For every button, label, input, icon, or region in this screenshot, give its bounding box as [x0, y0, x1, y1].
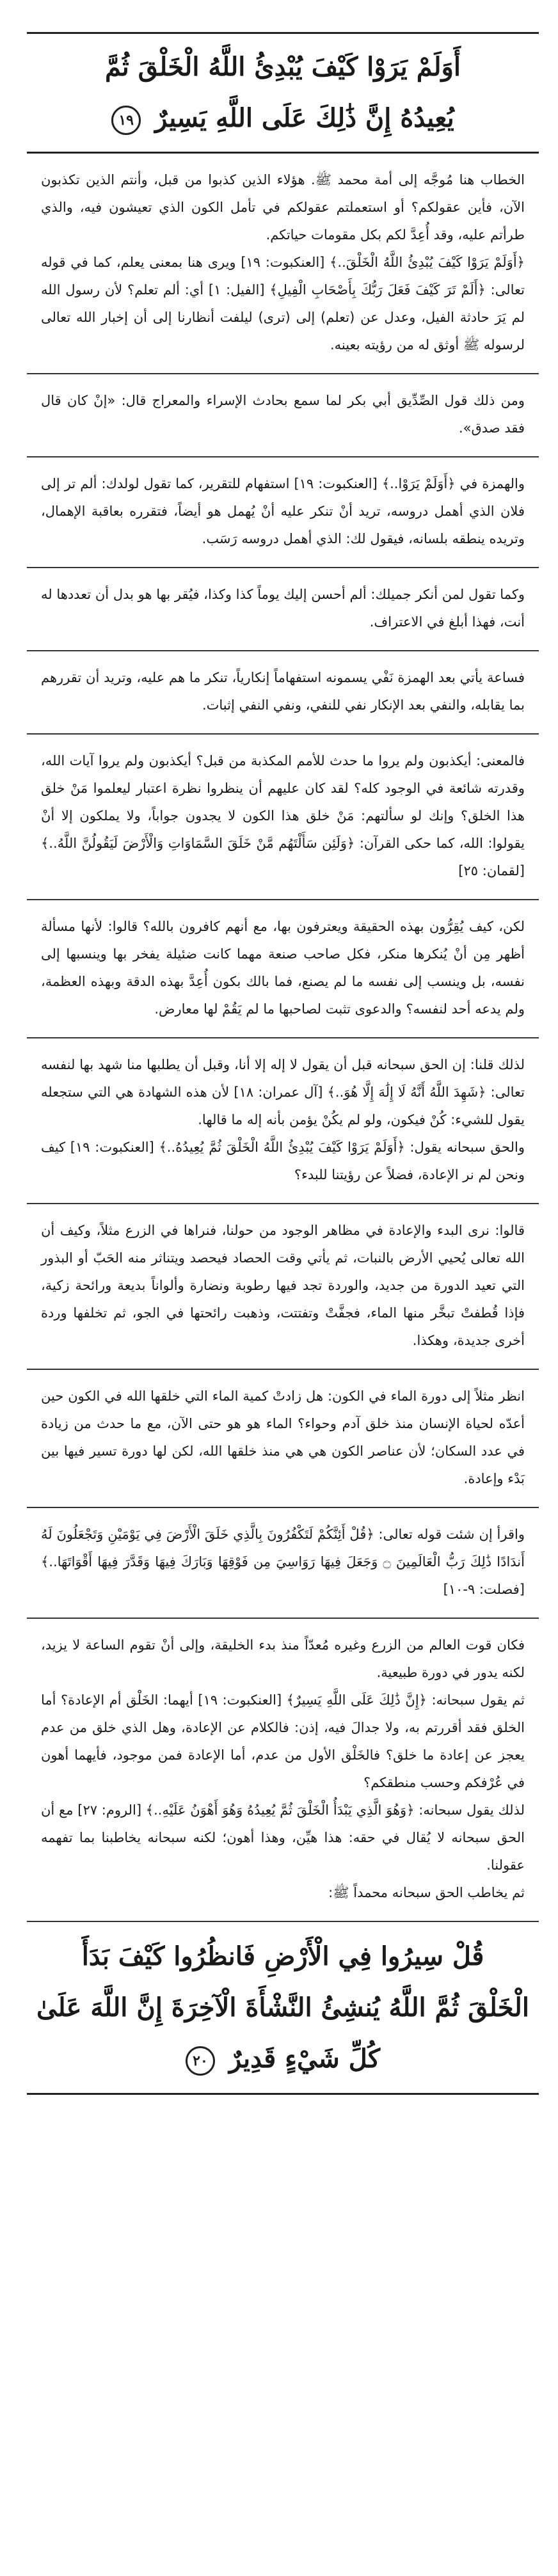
commentary-paragraph: والحق سبحانه يقول: ﴿أَوَلَمْ يَرَوْا كَيْفَ يُبْدِئُ اللَّهُ الْخَلْقَ ثُمَّ يُعِيدُهُ..﴾ [العنكبوت: ١٩] كيف ونحن لم نر الإعادة، فضلاً عن رؤيتنا للبدء؟ [41, 1140, 525, 1182]
commentary-section [27, 457, 539, 568]
commentary-section [27, 1508, 539, 1619]
verse-footer [27, 1922, 539, 2095]
verse-header-line-1: أَوَلَمْ يَرَوْا كَيْفَ يُبْدِئُ اللَّهُ الْخَلْقَ ثُمَّ [105, 52, 461, 82]
commentary-section [27, 1038, 539, 1204]
commentary-section [27, 735, 539, 900]
commentary-paragraph: لذلك قلنا: إن الحق سبحانه قبل أن يقول لا إله إلا أنا، وقبل أن يطلبها منا شهد بها لنفسه تعالى: ﴿شَهِدَ اللَّهُ أَنَّهُ لَا إِلَٰهَ إِلَّا هُوَ..﴾ [آل عمران: ١٨] لأن هذه الشهادة هي التي ستجعله يقول للشيء: كُنْ فيكون، ولو لم يكُنْ يؤمن بأنه إله ما قالها. [41, 1057, 525, 1127]
verse-header-line-2-text: يُعِيدُهُ إِنَّ ذَٰلِكَ عَلَى اللَّهِ يَسِيرٌ [155, 103, 454, 133]
commentary-section [27, 1619, 539, 1922]
commentary-section [27, 154, 539, 374]
commentary-section [27, 374, 539, 457]
verse-number-badge: ١٩ [111, 106, 141, 135]
commentary-section [27, 651, 539, 735]
commentary-paragraph: ثم يخاطب الحق سبحانه محمداً ﷺ: [328, 1885, 525, 1900]
commentary-section [27, 900, 539, 1038]
verse-footer-line-1: قُلْ سِيرُوا فِي الْأَرْضِ فَانظُرُوا كَيْفَ بَدَأَ [81, 1941, 484, 1971]
commentary-paragraph: واقرأ إن شئت قوله تعالى: ﴿قُلْ أَئِنَّكُمْ لَتَكْفُرُونَ بِالَّذِي خَلَقَ الْأَرْضَ فِي يَوْمَيْنِ وَتَجْعَلُونَ لَهُ أَندَادًا ذَٰلِكَ رَبُّ الْعَالَمِينَ ۝ وَجَعَلَ فِيهَا رَوَاسِيَ مِن فَوْقِهَا وَبَارَكَ فِيهَا وَقَدَّرَ فِيهَا أَقْوَاتَهَا..﴾ [فصلت: ٩-١٠] [41, 1527, 525, 1597]
commentary-paragraph: ثم يقول سبحانه: ﴿إِنَّ ذَٰلِكَ عَلَى اللَّهِ يَسِيرٌ﴾ [العنكبوت: ١٩] أيهما: الخَلْق أم الإعادة؟ أما الخلق فقد أقررتم به، ولا جدالَ فيه، إذن: فالكلام عن الإعادة، وهل الذي خلق من عدم يعجز عن إعادة ما خلق؟ فالخَلْق الأول من عدم، أما الإعادة فمن موجود، فأيهما أهون في عُرْفكم وحسب منطقكم؟ [41, 1692, 525, 1790]
verse-footer-line-2: الْخَلْقَ ثُمَّ اللَّهُ يُنشِئُ النَّشْأَةَ الْآخِرَةَ إِنَّ اللَّهَ عَلَىٰ [36, 1992, 529, 2023]
commentary-paragraph: وكما تقول لمن أنكر جميلك: ألم أحسن إليك يوماً كذا وكذا، فيُقر بها هو بدل أن تعددها له أنت، فهذا أبلغ في الاعتراف. [41, 587, 525, 630]
commentary-section [27, 1204, 539, 1370]
verse-number-badge: ٢٠ [186, 2046, 215, 2076]
commentary-paragraph: الخطاب هنا مُوجَّه إلى أمة محمد ﷺ. هؤلاء الذين كذبوا من قبل، وأنتم الذين تكذبون الآن، فأين عقولكم؟ أو استعملتم عقولكم في تأمل الكون الذي تعيشون فيه، والذي طرأتم عليه، وقد أُعِدَّ لكم بكل مقومات حياتكم. [41, 172, 525, 242]
commentary-paragraph: قالوا: نرى البدء والإعادة في مظاهر الوجود من حولنا، فنراها في الزرع مثلاً، وكيف أن الله تعالى يُحيي الأرض بالنبات، ثم يأتي وقت الحصاد فيحصد ويتناثر منه الحَبّ أو البذور التي تعيد الدورة من جديد، والوردة تجد فيها رطوبة ونضارة وألواناً بديعة ورائحة زكية، فإذا قُطفتْ تبخَّر منها الماء، فجفَّتْ وتفتتت، وذهبت رائحتها في الجو، ثم تخلفها وردة أخرى جديدة، وهكذا. [41, 1223, 525, 1348]
commentary-section [27, 1370, 539, 1508]
commentary-paragraph: ومن ذلك قول الصِّدِّيق أبي بكر لما سمع بحادث الإسراء والمعراج قال: «إنْ كان قال فقد صدق». [41, 393, 525, 436]
commentary-paragraph: والهمزة في ﴿أَوَلَمْ يَرَوْا..﴾ [العنكبوت: ١٩] استفهام للتقرير، كما تقول لولدك: ألم تر إلى فلان الذي أهمل دروسه، تريد أنْ تنكر عليه أنْ يُهمل هو أيضاً، فتقرره بعاقبة الإهمال، وتريده ينطقه بلسانه، فيقول لك: الذي أهمل دروسه رَسَب. [41, 476, 525, 546]
commentary-paragraph: لذلك يقول سبحانه: ﴿وَهُوَ الَّذِي يَبْدَأُ الْخَلْقَ ثُمَّ يُعِيدُهُ وَهُوَ أَهْوَنُ عَلَيْهِ..﴾ [الروم: ٢٧] مع أن الحق سبحانه لا يُقال في حقه: هذا هيِّن، وهذا أهون؛ لكنه سبحانه يخاطبنا بما تفهمه عقولنا. [41, 1802, 525, 1873]
commentary-body [27, 154, 539, 1922]
verse-header [27, 32, 539, 154]
book-page [27, 32, 539, 2553]
commentary-paragraph: فكان قوت العالم من الزرع وغيره مُعدّاً منذ بدء الخليقة، وإلى أنْ تقوم الساعة لا يزيد، لكنه يدور في دورة طبيعية. [41, 1637, 525, 1680]
commentary-section [27, 568, 539, 651]
commentary-paragraph: فساعة يأتي بعد الهمزة نَفْي يسمونه استفهاماً إنكارياً، تنكر ما هم عليه، وتريد أن تقررهم بما يقابله، والنفي بعد الإنكار نفي للنفي، ونفي النفي إثبات. [41, 670, 525, 713]
commentary-paragraph: فالمعنى: أيكذبون ولم يروا ما حدث للأمم المكذبة من قبل؟ أيكذبون ولم يروا آيات الله، وقدرته شائعة في الوجود كله؟ لقد كان عليهم أن ينظروا نظرة اعتبار ليعلموا مَنْ خلق هذا الخلق؟ وإنك لو سألتهم: مَنْ خلق هذا الكون لا يجدون جواباً، ولا يملكون إلا أنْ يقولوا: الله، كما حكى القرآن: ﴿وَلَئِن سَأَلْتَهُم مَّنْ خَلَقَ السَّمَاوَاتِ وَالْأَرْضَ لَيَقُولُنَّ اللَّهُ..﴾ [لقمان: ٢٥] [41, 753, 525, 879]
verse-footer-line-3 [186, 2033, 380, 2085]
commentary-paragraph: انظر مثلاً إلى دورة الماء في الكون: هل زادتْ كمية الماء التي خلقها الله في الكون حين أعدّه لحياة الإنسان منذ خلق آدم وحواء؟ الماء هو هو حتى الآن، مع ما حدث من زيادة في عدد السكان؛ لأن عناصر الكون هي هي منذ خلقها الله، لكن لها دورة تسير فيها بين بَدْء وإعادة. [41, 1388, 525, 1486]
verse-footer-line-3-text: كُلِّ شَيْءٍ قَدِيرٌ [228, 2043, 381, 2074]
commentary-paragraph: ﴿أَوَلَمْ يَرَوْا كَيْفَ يُبْدِئُ اللَّهُ الْخَلْقَ..﴾ [العنكبوت: ١٩] ويرى هنا بمعنى يعلم، كما في قوله تعالى: ﴿أَلَمْ تَرَ كَيْفَ فَعَلَ رَبُّكَ بِأَصْحَابِ الْفِيلِ﴾ [الفيل: ١] أي: ألم تعلم؟ لأن رسول الله لم يَرَ حادثة الفيل، وعدل عن (تعلم) إلى (ترى) ليلفت أنظارنا إلى أن إخبار الله تعالى لرسوله ﷺ أوثق له من رؤيته بعينه. [41, 255, 525, 353]
verse-header-line-2 [111, 93, 454, 144]
commentary-paragraph: لكن، كيف يُقِرُّون بهذه الحقيقة ويعترفون بها، مع أنهم كافرون بالله؟ قالوا: لأنها مسألة أظهر مِن أنْ يُنكرها منكر، فكل صاحب صنعة مهما كانت ضئيلة يفخر بها وينسبها إلى نفسه، بل وينسب إلى نفسه ما لم يصنع، فما بالك بكون أُعِدَّ بهذه الدقة وبهذه العظمة، ولم يدعه أحد لنفسه؟ والدعوى تثبت لصاحبها ما لم يَقُمْ لها معارض. [41, 919, 525, 1017]
